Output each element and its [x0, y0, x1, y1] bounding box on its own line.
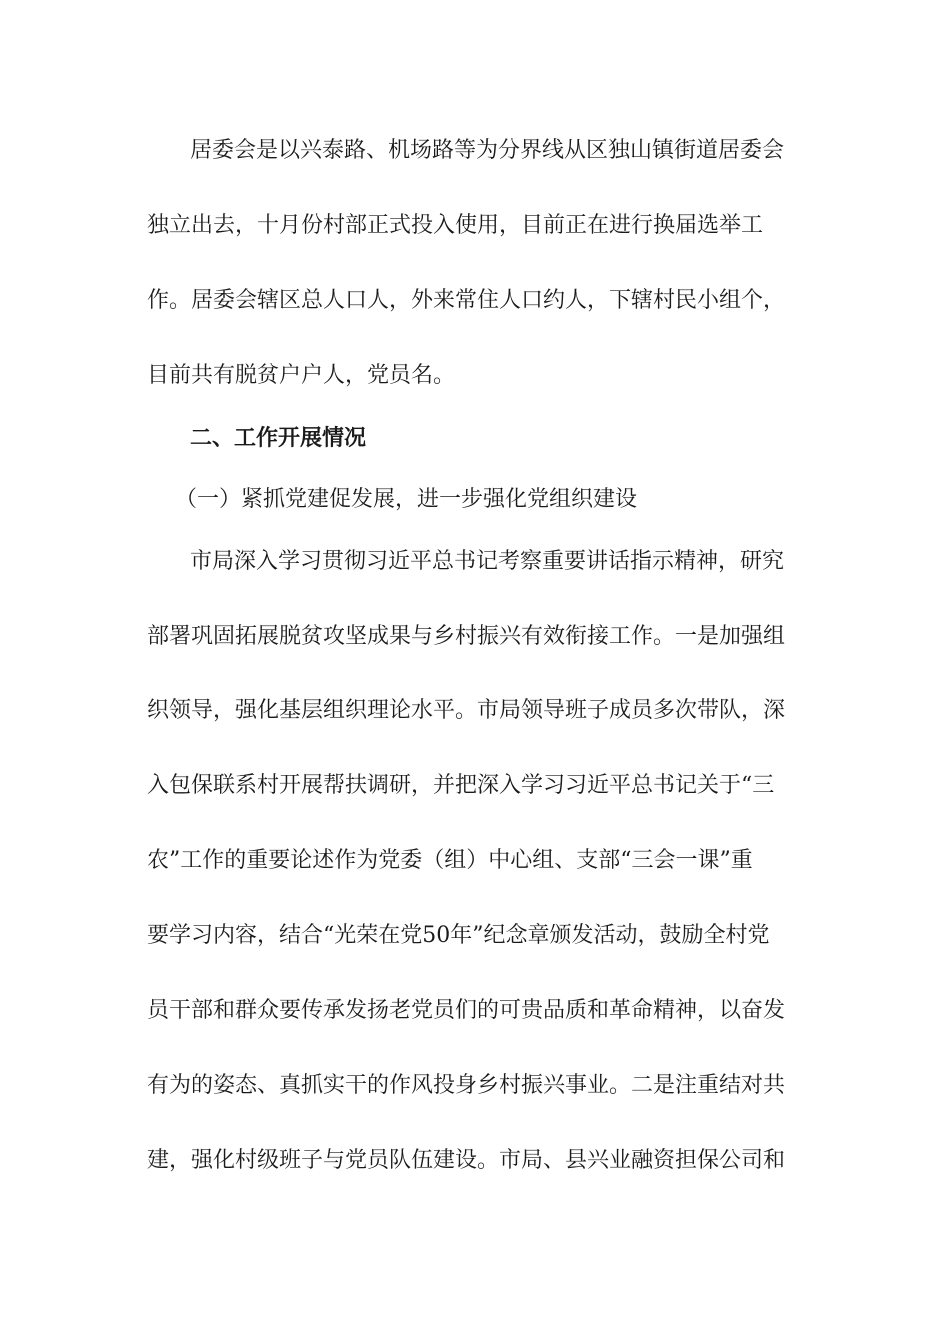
paragraph-line: 目前共有脱贫户户人，党员名。: [147, 363, 456, 388]
paragraph-line: 部署巩固拓展脱贫攻坚成果与乡村振兴有效衔接工作。一是加强组: [147, 624, 786, 649]
paragraph-line: 有为的姿态、真抓实干的作风投身乡村振兴事业。二是注重结对共: [147, 1073, 786, 1098]
paragraph-line: 建，强化村级班子与党员队伍建设。市局、县兴业融资担保公司和: [147, 1148, 786, 1173]
paragraph-line: 要学习内容，结合“光荣在党50年”纪念章颁发活动，鼓励全村党: [147, 923, 770, 948]
paragraph-line: 员干部和群众要传承发扬老党员们的可贵品质和革命精神，以奋发: [147, 998, 786, 1023]
subsection-heading: （一）紧抓党建促发展，进一步强化党组织建设: [175, 487, 638, 512]
section-heading: 二、工作开展情况: [190, 425, 367, 451]
paragraph-line: 居委会是以兴泰路、机场路等为分界线从区独山镇街道居委会: [190, 138, 785, 163]
paragraph-line: 织领导，强化基层组织理论水平。市局领导班子成员多次带队，深: [147, 698, 786, 723]
paragraph-line: 市局深入学习贯彻习近平总书记考察重要讲话指示精神，研究: [190, 549, 785, 574]
paragraph-line: 农”工作的重要论述作为党委（组）中心组、支部“三会一课”重: [147, 848, 753, 873]
paragraph-line: 独立出去，十月份村部正式投入使用，目前正在进行换届选举工: [147, 213, 764, 238]
paragraph-line: 入包保联系村开展帮扶调研，并把深入学习习近平总书记关于“三: [147, 773, 775, 798]
paragraph-line: 作。居委会辖区总人口人，外来常住人口约人，下辖村民小组个，: [147, 288, 786, 313]
